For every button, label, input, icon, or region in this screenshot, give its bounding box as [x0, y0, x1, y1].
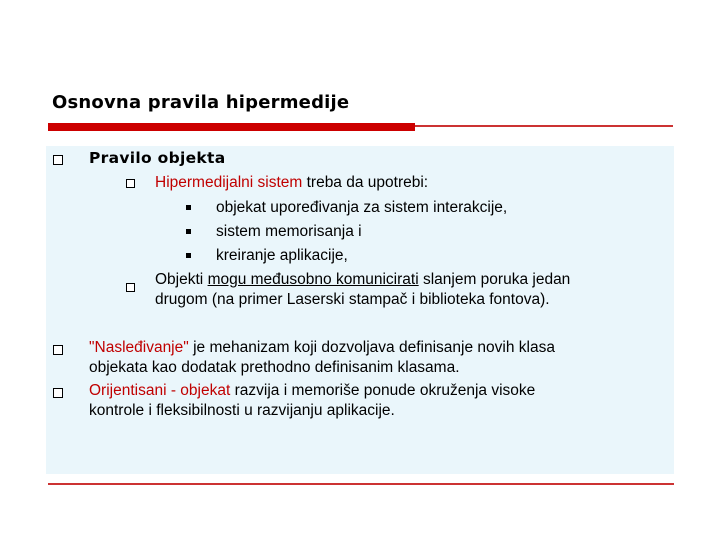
- square-bullet-icon: [186, 253, 191, 258]
- square-bullet-icon: [186, 205, 191, 210]
- highlight-text: Orijentisani - objekat: [89, 382, 231, 399]
- list-item: Objekti mogu međusobno komunicirati slanjem poruka jedan: [155, 271, 571, 288]
- underlined-text: mogu međusobno komunicirati: [207, 271, 419, 288]
- checkbox-bullet-icon: [53, 388, 63, 398]
- sub-list-item: sistem memorisanja i: [216, 223, 362, 240]
- checkbox-bullet-icon: [53, 345, 63, 355]
- highlight-text: "Nasleđivanje": [89, 339, 189, 356]
- list-item: [155, 174, 428, 192]
- paragraph-continuation: objekata kao dodatak prethodno definisanim klasama.: [89, 359, 460, 376]
- paragraph-continuation: kontrole i fleksibilnosti u razvijanju aplikacije.: [89, 402, 395, 419]
- checkbox-bullet-icon: [126, 179, 135, 188]
- square-bullet-icon: [186, 229, 191, 234]
- content-box: [46, 146, 674, 474]
- list-item-continuation: drugom (na primer Laserski stampač i biblioteka fontova).: [155, 291, 550, 308]
- paragraph: Orijentisani - objekat razvija i memoriše ponude okruženja visoke: [89, 382, 536, 399]
- paragraph: "Nasleđivanje" je mehanizam koji dozvoljava definisanje novih klasa: [89, 339, 555, 356]
- title-underline-red: [48, 123, 415, 131]
- title-underline-thin: [415, 125, 673, 127]
- slide-title: Osnovna pravila hipermedije: [52, 92, 350, 113]
- sub-list-item: objekat upoređivanja za sistem interakcije,: [216, 199, 508, 216]
- item-text: treba da upotrebi:: [302, 174, 429, 191]
- sub-list-item: kreiranje aplikacije,: [216, 247, 348, 264]
- bottom-rule: [48, 483, 674, 485]
- section-heading: Pravilo objekta: [89, 149, 226, 167]
- highlight-text: Hipermedijalni sistem: [155, 174, 303, 191]
- checkbox-bullet-icon: [126, 283, 135, 292]
- checkbox-bullet-icon: [53, 155, 63, 165]
